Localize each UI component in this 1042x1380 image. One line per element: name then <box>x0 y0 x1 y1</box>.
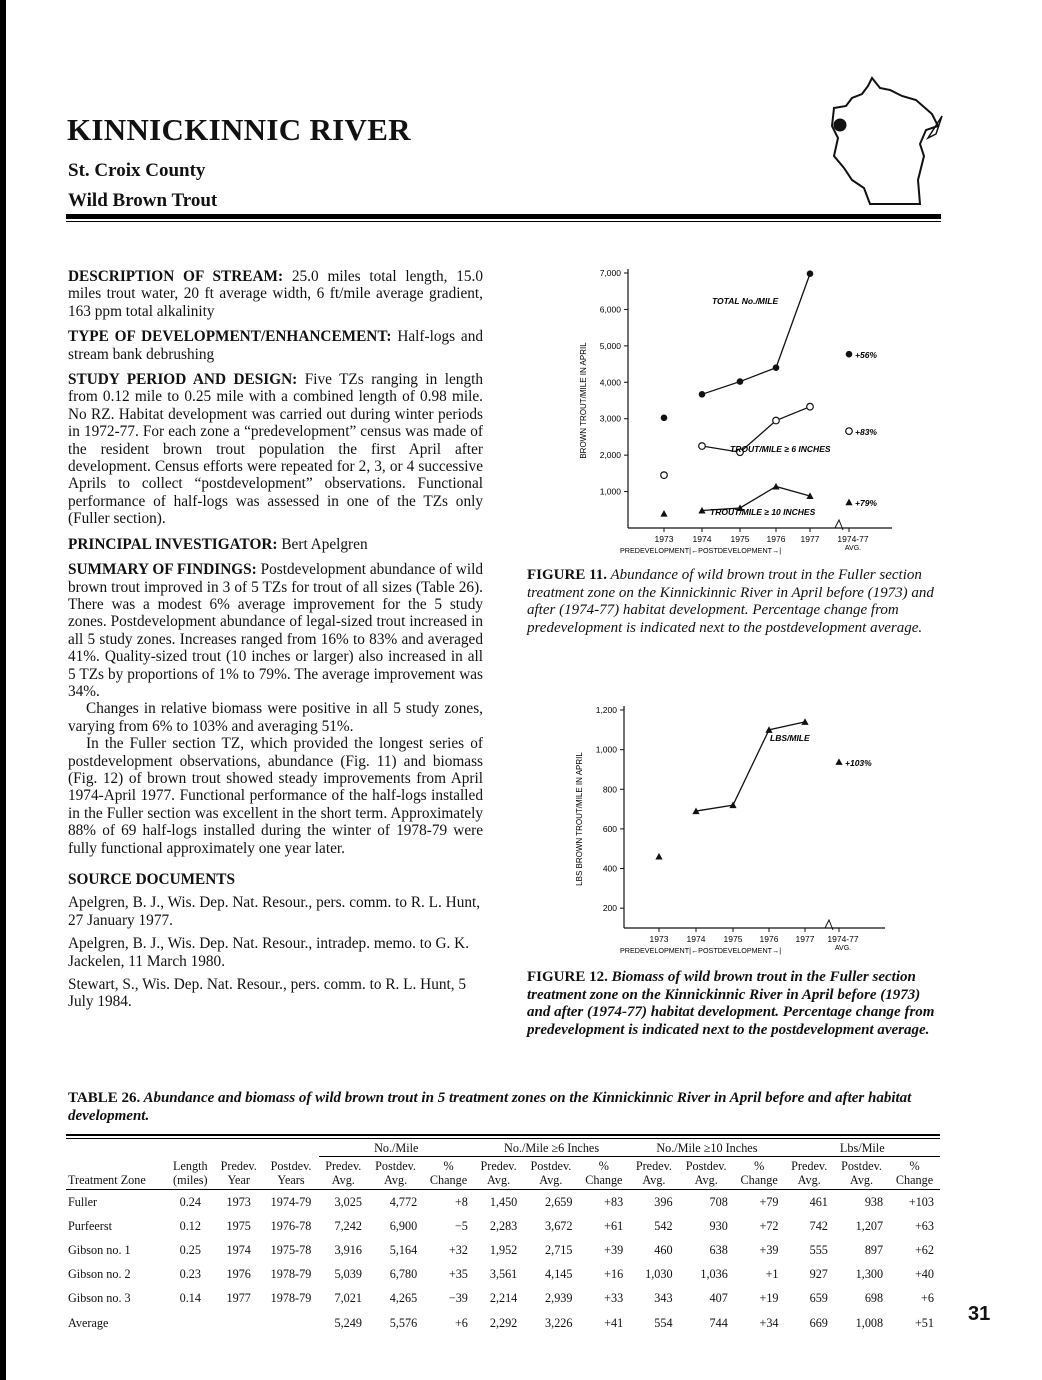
x-tick-label: 1974-77 <box>837 534 869 544</box>
summary-paragraph-3: In the Fuller section TZ, which provided the longest series of postdevelopment observations, abundance (Fig. 11) and biomass (Fig. 12) of brown trout showed steady improvements from April 1974-April 1977. Functional performance of the half-logs installed in the Fuller section was excellent in the short term. Approximately 88% of 69 half-logs installed during the winter of 1978-79 were fully functional approximately one year later. <box>68 735 483 857</box>
y-tick-label: 1,000 <box>595 744 617 755</box>
column-header: Postdev. Avg. <box>834 1157 889 1190</box>
table-cell: +41 <box>604 1315 624 1330</box>
table-row <box>66 1263 940 1287</box>
y-tick-label: 3,000 <box>599 413 621 424</box>
table-cell: 1975 <box>226 1218 251 1233</box>
table-cell: 5,576 <box>389 1315 418 1330</box>
table-cell: +19 <box>759 1291 779 1306</box>
table-cell: 659 <box>809 1291 828 1306</box>
county-subtitle: St. Croix County <box>68 160 206 181</box>
table-row <box>66 1214 940 1238</box>
table-cell: 1,450 <box>489 1194 518 1209</box>
series-label: TOTAL No./MILE <box>712 296 779 306</box>
table-cell: 638 <box>709 1242 728 1257</box>
column-header: Length (miles) <box>167 1157 214 1190</box>
data-point <box>846 428 853 435</box>
data-point <box>737 378 744 385</box>
data-point <box>699 391 706 398</box>
data-point <box>661 415 668 422</box>
table-cell <box>167 1311 214 1335</box>
table-cell: 6,900 <box>389 1218 418 1233</box>
summary-paragraph: SUMMARY OF FINDINGS: Postdevelopment abundance of wild brown trout improved in 3 of 5 TZs for trout of all sizes (Table 26). There was a modest 6% average improvement for the 5 study zones. Postdevelopment abundance of legal-sized trout increased in all 5 study zones. Increases ranged from 16% to 83% and averaged 41%. Quality-sized trout (10 inches or larger) also increased in all 5 TZs by proportions of 1% to 79%. The average improvement was 34%. <box>68 561 483 700</box>
x-tick-label: AVG. <box>844 545 862 552</box>
table-cell: 396 <box>654 1194 673 1209</box>
table-cell: +16 <box>604 1267 624 1282</box>
table-cell: 2,939 <box>545 1291 573 1306</box>
table-body <box>66 1190 940 1336</box>
table-cell: +39 <box>759 1242 779 1257</box>
series-label: TROUT/MILE ≥ 10 INCHES <box>710 507 816 517</box>
y-tick-label: 6,000 <box>599 304 621 315</box>
table-cell: Gibson no. 2 <box>68 1267 131 1282</box>
source-entry: Apelgren, B. J., Wis. Dep. Nat. Resour., intradep. memo. to G. K. Jackelen, 11 March 1980. <box>68 935 470 970</box>
table-cell: 4,265 <box>389 1291 418 1306</box>
table-cell: +72 <box>759 1218 779 1233</box>
data-point <box>801 718 808 725</box>
data-point <box>835 758 842 765</box>
percent-change-label: +103% <box>845 757 872 768</box>
table-cell: 938 <box>864 1194 884 1209</box>
table-cell: 2,214 <box>489 1291 518 1306</box>
x-tick-label: 1975 <box>723 934 743 944</box>
table-cell: +51 <box>914 1315 934 1330</box>
location-dot <box>834 119 847 132</box>
y-tick-label: 1,000 <box>599 486 621 497</box>
y-axis-label: LBS BROWN TROUT/MILE IN APRIL <box>575 752 584 886</box>
table-cell: 1977 <box>226 1291 251 1306</box>
x-tick-label: 1977 <box>795 934 815 944</box>
table-cell: Gibson no. 3 <box>68 1291 131 1306</box>
table-cell: 0.24 <box>179 1194 201 1209</box>
x-axis-label: PREDEVELOPMENT|←POSTDEVELOPMENT→| <box>620 946 782 955</box>
table-cell: +83 <box>604 1194 624 1209</box>
left-column <box>68 268 483 1017</box>
table-cell: +33 <box>604 1291 624 1306</box>
table-cell: 897 <box>864 1242 884 1257</box>
table-row <box>66 1311 940 1335</box>
table-cell: 1974 <box>226 1242 251 1257</box>
y-tick-label: 800 <box>602 784 617 795</box>
series-line <box>702 274 810 395</box>
development-paragraph: TYPE OF DEVELOPMENT/ENHANCEMENT: Half-logs and stream bank debrushing <box>68 328 483 363</box>
table-cell: 744 <box>709 1315 728 1330</box>
table-cell: 698 <box>864 1291 884 1306</box>
x-tick-label: 1976 <box>759 934 779 944</box>
table-cell: 343 <box>654 1291 673 1306</box>
x-tick-label: AVG. <box>834 945 852 952</box>
table-cell: 0.25 <box>179 1242 201 1257</box>
group-header: No./Mile ≥6 Inches <box>474 1141 629 1157</box>
x-axis-label: PREDEVELOPMENT|←POSTDEVELOPMENT→| <box>620 546 782 555</box>
header-rule-thin <box>66 221 941 222</box>
page-title: KINNICKINNIC RIVER <box>67 112 411 147</box>
table-cell: 7,242 <box>334 1218 362 1233</box>
y-tick-label: 5,000 <box>599 340 621 351</box>
table-cell: 554 <box>654 1315 673 1330</box>
table-cell: 1974-79 <box>270 1194 312 1209</box>
figure-11-chart <box>540 262 920 562</box>
x-tick-label: 1974 <box>686 934 706 944</box>
table-cell: +8 <box>454 1194 468 1209</box>
y-axis-label: BROWN TROUT/MILE IN APRIL <box>579 342 588 459</box>
column-header: Postdev. Avg. <box>679 1157 734 1190</box>
table-cell: 1978-79 <box>270 1291 312 1306</box>
table-cell: Gibson no. 1 <box>68 1242 131 1257</box>
table-cell: 927 <box>809 1267 828 1282</box>
table-cell: 6,780 <box>389 1267 418 1282</box>
x-tick-label: 1973 <box>654 534 674 544</box>
table-cell: 1,952 <box>489 1242 518 1257</box>
table-cell: 1,036 <box>700 1267 728 1282</box>
table-cell: 1976 <box>226 1267 251 1282</box>
column-header: % Change <box>734 1157 785 1190</box>
data-point <box>660 510 667 517</box>
table-cell: 542 <box>654 1218 673 1233</box>
percent-change-label: +56% <box>855 350 877 361</box>
figure-12-chart <box>540 700 920 958</box>
table-cell: +39 <box>604 1242 624 1257</box>
table-cell: 3,561 <box>489 1267 518 1282</box>
data-point <box>807 403 814 410</box>
table-cell: 1,008 <box>855 1315 884 1330</box>
sources-heading: SOURCE DOCUMENTS <box>68 871 236 888</box>
column-header: Postdev. Years <box>263 1157 318 1190</box>
data-point <box>699 443 706 450</box>
table-row <box>66 1238 940 1262</box>
column-header: Predev. Avg. <box>629 1157 678 1190</box>
y-tick-label: 600 <box>602 823 617 834</box>
table-cell: 1978-79 <box>270 1267 312 1282</box>
table-cell: +40 <box>914 1267 934 1282</box>
table-cell: 4,145 <box>545 1267 573 1282</box>
table-cell: 5,249 <box>334 1315 362 1330</box>
table-cell: +32 <box>448 1242 468 1257</box>
table-cell: 3,226 <box>545 1315 573 1330</box>
table-cell: 1,030 <box>645 1267 673 1282</box>
column-header: Predev. Avg. <box>319 1157 368 1190</box>
y-tick-label: 1,200 <box>595 705 617 715</box>
table-cell: +103 <box>908 1194 934 1209</box>
table-row <box>66 1190 940 1215</box>
table-cell: 0.12 <box>179 1218 201 1233</box>
column-header: Postdev. Avg. <box>368 1157 423 1190</box>
wisconsin-map-icon <box>820 68 945 213</box>
table-cell: −39 <box>448 1291 468 1306</box>
table-cell: +79 <box>759 1194 779 1209</box>
table-cell: 930 <box>709 1218 728 1233</box>
table-cell: 2,715 <box>545 1242 573 1257</box>
table-cell: 3,025 <box>334 1194 362 1209</box>
table-cell: +63 <box>914 1218 934 1233</box>
data-point <box>661 472 668 479</box>
table-cell: 3,916 <box>334 1242 362 1257</box>
table-cell: +62 <box>914 1242 934 1257</box>
table-cell: 742 <box>809 1218 828 1233</box>
table-cell: 2,659 <box>545 1194 573 1209</box>
percent-change-label: +79% <box>855 498 877 509</box>
source-entry: Apelgren, B. J., Wis. Dep. Nat. Resour., pers. comm. to R. L. Hunt, 27 January 1977. <box>68 894 481 929</box>
column-header: % Change <box>889 1157 940 1190</box>
header-rule <box>66 214 941 219</box>
x-tick-label: 1975 <box>730 534 750 544</box>
column-header: Predev. Year <box>214 1157 263 1190</box>
summary-paragraph-2: Changes in relative biomass were positive in all 5 study zones, varying from 6% to 103% and averaging 51%. <box>68 700 483 735</box>
table-cell: 2,283 <box>489 1218 518 1233</box>
page-edge <box>0 0 6 1380</box>
table-cell: 0.23 <box>179 1267 201 1282</box>
series-label: LBS/MILE <box>770 733 810 743</box>
table-cell <box>263 1311 318 1335</box>
table-rule <box>66 1134 940 1136</box>
column-header: % Change <box>423 1157 474 1190</box>
column-header: Predev. Avg. <box>785 1157 834 1190</box>
y-tick-label: 200 <box>602 903 617 914</box>
table-caption: TABLE 26. Abundance and biomass of wild brown trout in 5 treatment zones on the Kinnickinnic River in April before and after habitat development. <box>68 1090 912 1124</box>
x-tick-label: 1974 <box>692 534 712 544</box>
table-cell: 5,164 <box>389 1242 418 1257</box>
species-subtitle: Wild Brown Trout <box>68 190 218 211</box>
data-point <box>729 802 736 809</box>
table-cell: +34 <box>759 1315 779 1330</box>
data-table <box>66 1141 940 1335</box>
data-point <box>773 364 780 371</box>
percent-change-label: +83% <box>855 427 877 438</box>
table-cell: +6 <box>921 1291 934 1306</box>
table-cell: 555 <box>809 1242 828 1257</box>
table-cell: +61 <box>604 1218 624 1233</box>
table-cell: −5 <box>454 1218 468 1233</box>
table-cell: Average <box>68 1315 109 1330</box>
figure-11-caption: FIGURE 11. Abundance of wild brown trout in the Fuller section treatment zone on the Kinnickinnic River in April before (1973) and after (1974-77) habitat development. Percentage change from predevelopment is indicated next to the postdevelopment average. <box>527 567 934 636</box>
group-header: No./Mile <box>319 1141 474 1157</box>
table-cell: 5,039 <box>334 1267 362 1282</box>
data-point <box>807 270 814 277</box>
table-cell: 461 <box>809 1194 828 1209</box>
x-tick-label: 1974-77 <box>827 934 859 944</box>
table-cell: +1 <box>765 1267 779 1282</box>
figure-12-caption: FIGURE 12. Biomass of wild brown trout in the Fuller section treatment zone on the Kinnickinnic River in April before (1973) and after (1974-77) habitat development. Percentage change from predevelopment is indicated next to the postdevelopment average. <box>527 969 935 1038</box>
description-paragraph: DESCRIPTION OF STREAM: 25.0 miles total length, 15.0 miles trout water, 20 ft average width, 6 ft/mile average gradient, 163 ppm total alkalinity <box>68 268 483 320</box>
table-cell: 669 <box>809 1315 828 1330</box>
table-cell: +6 <box>454 1315 468 1330</box>
table-cell <box>214 1311 263 1335</box>
table-cell: 3,672 <box>545 1218 573 1233</box>
table-cell: 1976-78 <box>270 1218 312 1233</box>
series-label: TROUT/MILE ≥ 6 INCHES <box>730 444 831 454</box>
column-header: Treatment Zone <box>66 1157 167 1190</box>
y-tick-label: 7,000 <box>599 268 621 278</box>
column-header: Predev. Avg. <box>474 1157 523 1190</box>
table-row <box>66 1287 940 1311</box>
x-tick-label: 1977 <box>800 534 820 544</box>
data-point <box>772 483 779 490</box>
table-cell: 460 <box>654 1242 673 1257</box>
table-cell: Purfeerst <box>68 1218 112 1233</box>
table-cell: 2,292 <box>489 1315 518 1330</box>
table-cell: 7,021 <box>334 1291 362 1306</box>
y-tick-label: 4,000 <box>599 377 621 388</box>
y-tick-label: 400 <box>602 863 617 874</box>
data-point <box>773 417 780 424</box>
table-cell: 4,772 <box>389 1194 418 1209</box>
table-cell: 1975-78 <box>270 1242 312 1257</box>
data-point <box>655 853 662 860</box>
investigator-paragraph: PRINCIPAL INVESTIGATOR: Bert Apelgren <box>68 535 368 553</box>
table-cell: 0.14 <box>179 1291 201 1306</box>
table-cell: 708 <box>709 1194 728 1209</box>
data-point <box>845 499 852 506</box>
table-cell: 407 <box>709 1291 728 1306</box>
source-entry: Stewart, S., Wis. Dep. Nat. Resour., pers. comm. to R. L. Hunt, 5 July 1984. <box>68 976 467 1011</box>
study-paragraph: STUDY PERIOD AND DESIGN: Five TZs ranging in length from 0.12 mile to 0.25 mile with a combined length of 0.98 mile. No RZ. Habitat development was carried out during winter periods in 1972-77. For each zone a “predevelopment” census was made of the resident brown trout population the first April after development. Census efforts were repeated for 2, 3, or 4 successive Aprils to collect “postdevelopment” observations. Functional performance of half-logs was assessed in one of the TZs only (Fuller section). <box>68 371 483 528</box>
group-header: Lbs/Mile <box>785 1141 940 1157</box>
table-cell: +35 <box>448 1267 468 1282</box>
data-point <box>846 351 853 358</box>
x-tick-label: 1973 <box>649 934 669 944</box>
page-number: 31 <box>968 1303 991 1325</box>
group-header: No./Mile ≥10 Inches <box>629 1141 784 1157</box>
table-cell: 1973 <box>226 1194 251 1209</box>
table-cell: Fuller <box>68 1194 98 1209</box>
table-rule-thin <box>66 1138 940 1139</box>
y-tick-label: 2,000 <box>599 450 621 461</box>
table-cell: 1,300 <box>855 1267 884 1282</box>
column-header: % Change <box>578 1157 629 1190</box>
x-tick-label: 1976 <box>766 534 786 544</box>
column-header: Postdev. Avg. <box>523 1157 578 1190</box>
table-cell: 1,207 <box>855 1218 884 1233</box>
